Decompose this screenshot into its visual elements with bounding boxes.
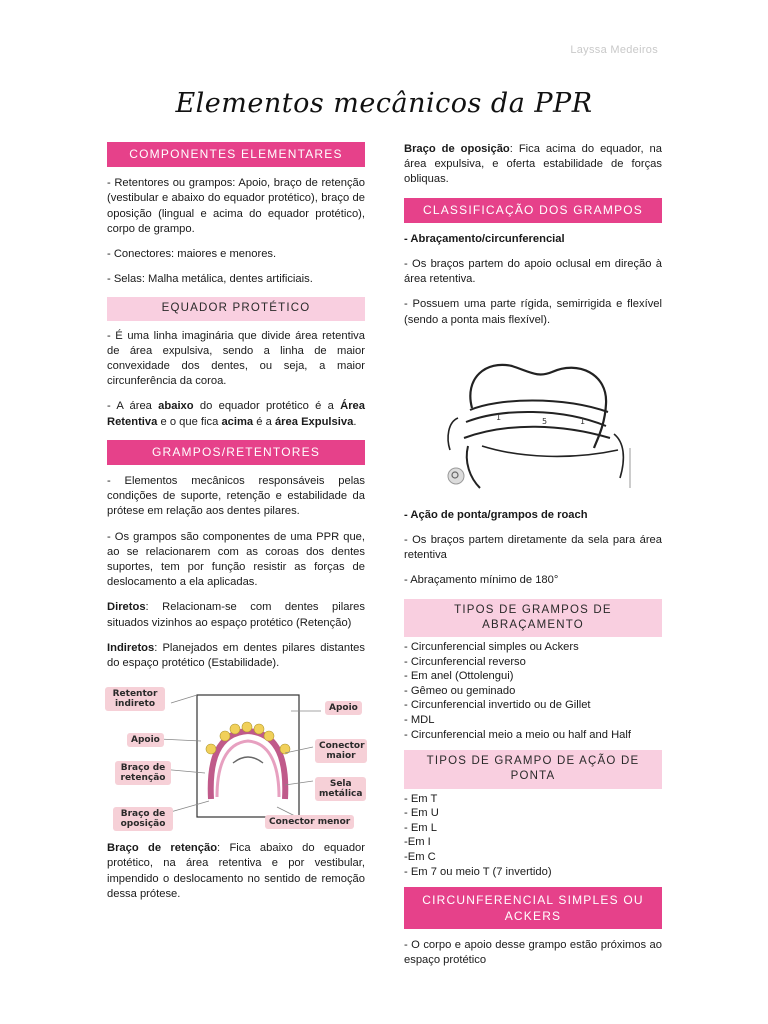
page-title: Elementos mecânicos da PPR xyxy=(175,88,593,119)
zoom-lens-icon[interactable] xyxy=(448,468,464,484)
list-item: - Circunferencial invertido ou de Gillet xyxy=(404,699,591,712)
tooth-label: 1 xyxy=(496,412,502,422)
list-item: -Em I xyxy=(404,836,431,849)
paragraph: - Os braços partem diretamente da sela para área retentiva xyxy=(404,534,662,562)
list-item: - Circunferencial simples ou Ackers xyxy=(404,641,579,654)
paragraph: - Os braços partem do apoio oclusal em direção à área retentiva. xyxy=(404,258,662,286)
paragraph-indiretos: Indiretos: Planejados em dentes pilares distantes do espaço protético (Estabilidade). xyxy=(107,641,365,670)
paragraph: - Os grampos são componentes de uma PPR que, ao se relacionarem com as coroas dos dentes suportes, tem por função resistir as forças de deslocamento a ela aplicadas. xyxy=(107,530,365,589)
ppr-diagram xyxy=(107,681,365,831)
list-item: - Em anel (Ottolengui) xyxy=(404,670,514,683)
paragraph-braco-retencao: Braço de retenção: Fica abaixo do equador protético, na área retentiva e por vestibular, impendido o deslocamento no sentido de remoção dessa prótese. xyxy=(107,842,365,900)
tooth-label: 1 xyxy=(580,416,586,426)
list-item: - Gêmeo ou geminado xyxy=(404,684,516,697)
section-header-grampos: GRAMPOS/RETENTORES xyxy=(107,440,365,465)
label-apoio-right: Apoio xyxy=(325,701,362,715)
label-braco-retencao: Braço de retenção xyxy=(115,761,171,785)
list-item: - Em L xyxy=(404,821,437,834)
label-conector-menor: Conector menor xyxy=(265,815,354,829)
paragraph: - O corpo e apoio desse grampo estão próximos ao espaço protético xyxy=(404,939,662,967)
left-column xyxy=(107,142,365,912)
paragraph-diretos: Diretos: Relacionam-se com dentes pilares situados vizinhos ao espaço protético (Retenção) xyxy=(107,601,365,629)
paragraph: - Possuem uma parte rígida, semirrigida e flexível (sendo a ponta mais flexível). xyxy=(404,298,662,326)
list-tipos-ponta xyxy=(404,792,662,880)
list-tipos-abracamento xyxy=(404,640,662,742)
section-header-circunferencial: CIRCUNFERENCIAL SIMPLES OU ACKERS xyxy=(404,887,662,929)
section-header-classificacao: CLASSIFICAÇÃO DOS GRAMPOS xyxy=(404,198,662,223)
label-conector-maior: Conector maior xyxy=(315,739,367,763)
list-item: - Em U xyxy=(404,807,439,820)
author-name: Layssa Medeiros xyxy=(570,44,658,56)
right-column xyxy=(404,142,662,979)
paragraph: - É uma linha imaginária que divide área retentiva de área expulsiva, sendo a linha de maior convexidade dos dentes, ou seja, a maior circunferência da coroa. xyxy=(107,329,365,388)
section-header-componentes: COMPONENTES ELEMENTARES xyxy=(107,142,365,167)
paragraph: - Selas: Malha metálica, dentes artificiais. xyxy=(107,273,313,286)
paragraph: - Conectores: maiores e menores. xyxy=(107,248,277,261)
section-header-tipos-ponta: TIPOS DE GRAMPO DE AÇÃO DE PONTA xyxy=(404,750,662,788)
paragraph-braco-oposicao: Braço de oposição: Fica acima do equador, na área expulsiva, e oferta estabilidade de forças obliquas. xyxy=(404,143,663,186)
paragraph: - Abraçamento mínimo de 180° xyxy=(404,574,559,587)
list-item: - Circunferencial reverso xyxy=(404,655,526,668)
paragraph: - Elementos mecânicos responsáveis pelas condições de suporte, retenção e estabilidade da prótese em relação aos dentes pilares. xyxy=(107,475,365,518)
label-sela-metalica: Sela metálica xyxy=(315,777,366,801)
label-braco-oposicao: Braço de oposição xyxy=(113,807,173,831)
tooth-clasp-drawing xyxy=(404,338,662,498)
list-item: - Circunferencial meio a meio ou half and Half xyxy=(404,728,631,741)
list-item: - Em T xyxy=(404,792,438,805)
list-item: -Em C xyxy=(404,850,436,863)
list-item: - MDL xyxy=(404,714,435,727)
list-item: - Em 7 ou meio T (7 invertido) xyxy=(404,865,552,878)
label-apoio-left: Apoio xyxy=(127,733,164,747)
subheading-abracamento: - Abraçamento/circunferencial xyxy=(404,232,565,245)
section-header-equador: EQUADOR PROTÉTICO xyxy=(107,297,365,320)
section-header-tipos-abracamento: TIPOS DE GRAMPOS DE ABRAÇAMENTO xyxy=(404,599,662,637)
tooth-label: 5 xyxy=(542,416,548,426)
paragraph: - Retentores ou grampos: Apoio, braço de retenção (vestibular e abaixo do equador protético), braço de oposição (lingual e acima do equador protético), corpo de grampo. xyxy=(107,177,365,235)
tooth-sketch xyxy=(412,338,642,498)
label-retentor-indireto: Retentor indireto xyxy=(105,687,165,711)
subheading-acao-ponta: - Ação de ponta/grampos de roach xyxy=(404,508,588,521)
paragraph-area: - A área abaixo do equador protético é a Área Retentiva e o que fica acima é a área Expulsiva. xyxy=(107,400,365,428)
